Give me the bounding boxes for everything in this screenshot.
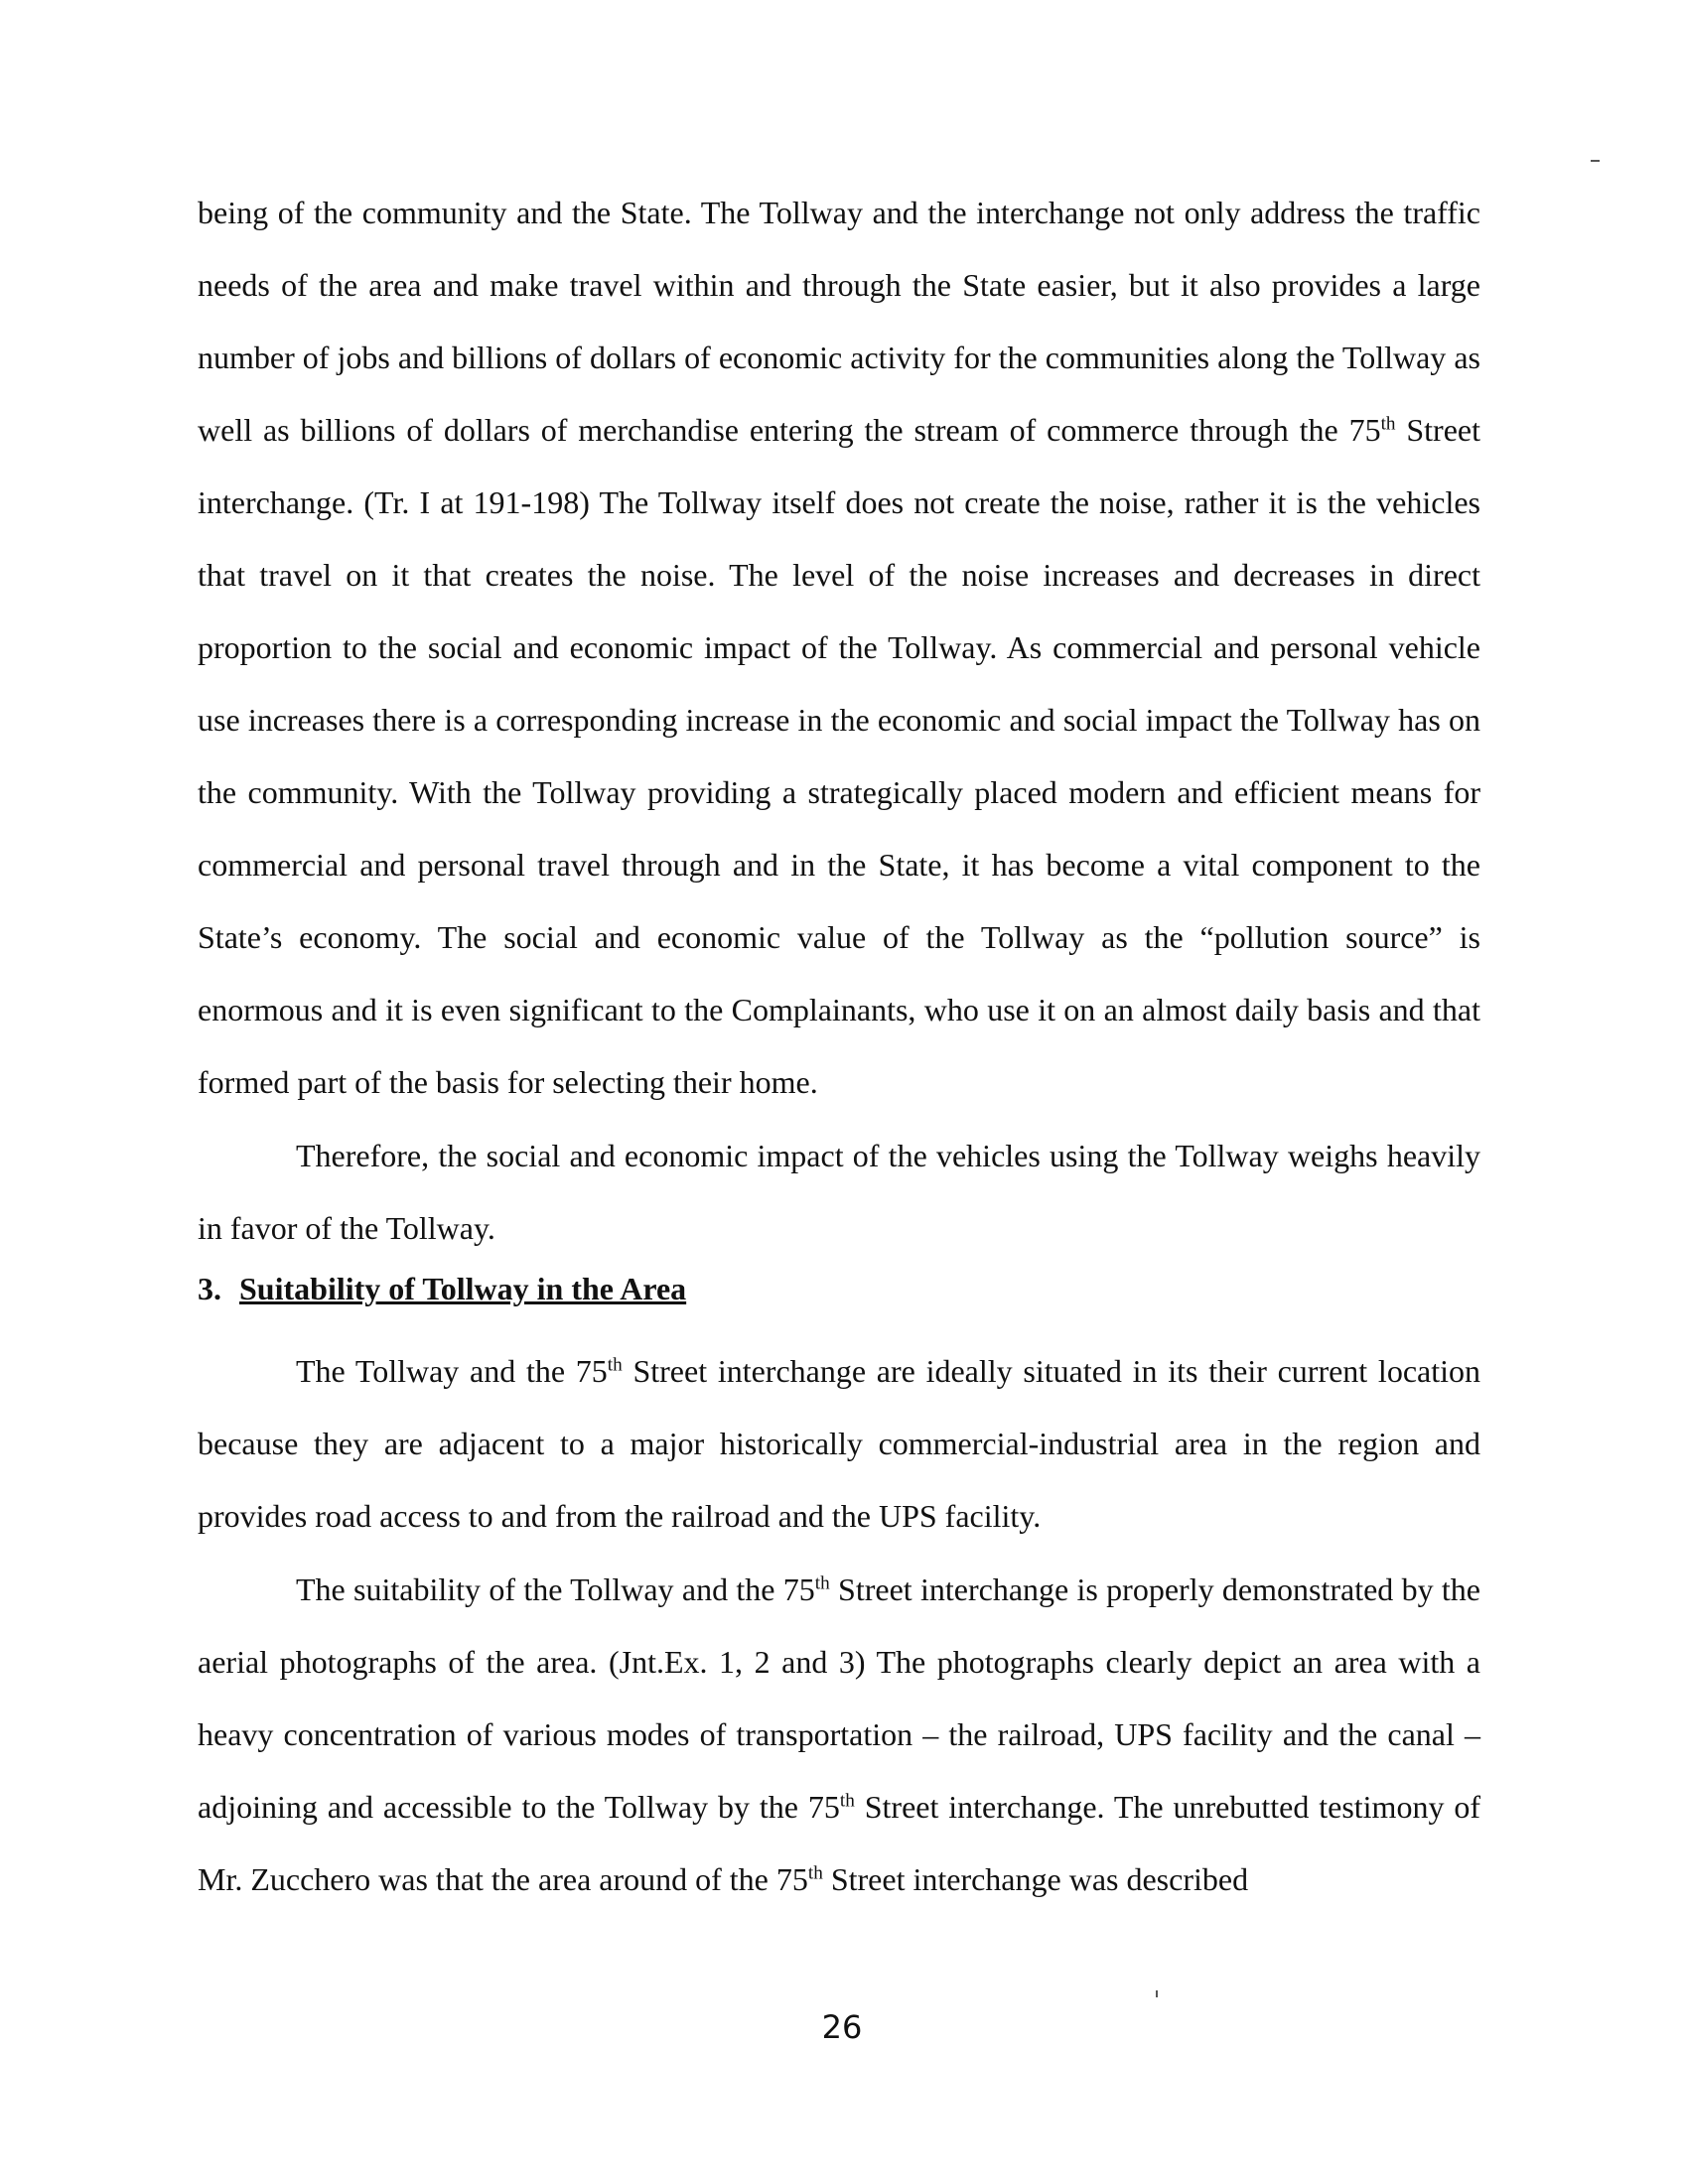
section-heading (198, 1269, 686, 1308)
paragraph-location: The Tollway and the 75th Street interchange are ideally situated in its their current location because they are adjacent to a major historically commercial-industrial area in the region and provides road access to and from the railroad and the UPS facility. (198, 1353, 1480, 1534)
section-title: Suitability of Tollway in the Area (239, 1271, 687, 1306)
scan-mark (1591, 160, 1600, 162)
paragraph-social-economic-value: being of the community and the State. The Tollway and the interchange not only address the traffic needs of the area and make travel within and through the State easier, but it also provides a large number of jobs and billions of dollars of economic activity for the communities along the Tollway as well as billions of dollars of merchandise entering the stream of commerce through the 75th Street interchange. (Tr. I at 191-198) The Tollway itself does not create the noise, rather it is the vehicles that travel on it that creates the noise. The level of the noise increases and decreases in direct proportion to the social and economic impact of the Tollway. As commercial and personal vehicle use increases there is a corresponding increase in the economic and social impact the Tollway has on the community. With the Tollway providing a strategically placed modern and efficient means for commercial and personal travel through and in the State, it has become a vital component to the State’s economy. The social and economic value of the Tollway as the “pollution source” is enormous and it is even significant to the Complainants, who use it on an almost daily basis and that formed part of the basis for selecting their home. (198, 195, 1481, 1100)
section-number: 3. (198, 1271, 221, 1306)
paragraph-suitability: The suitability of the Tollway and the 75th Street interchange is properly demonstrated by the aerial photographs of the area. (Jnt.Ex. 1, 2 and 3) The photographs clearly depict an area with a heavy concentration of various modes of transportation – the railroad, UPS facility and the canal – adjoining and accessible to the Tollway by the 75th Street interchange. The unrebutted testimony of Mr. Zucchero was that the area around of the 75th Street interchange was described (198, 1571, 1481, 1897)
paragraph-conclusion: Therefore, the social and economic impact of the vehicles using the Tollway weighs heavily in favor of the Tollway. (198, 1138, 1480, 1246)
page-number: 26 (821, 2008, 863, 2046)
scan-mark (1156, 1990, 1158, 1997)
